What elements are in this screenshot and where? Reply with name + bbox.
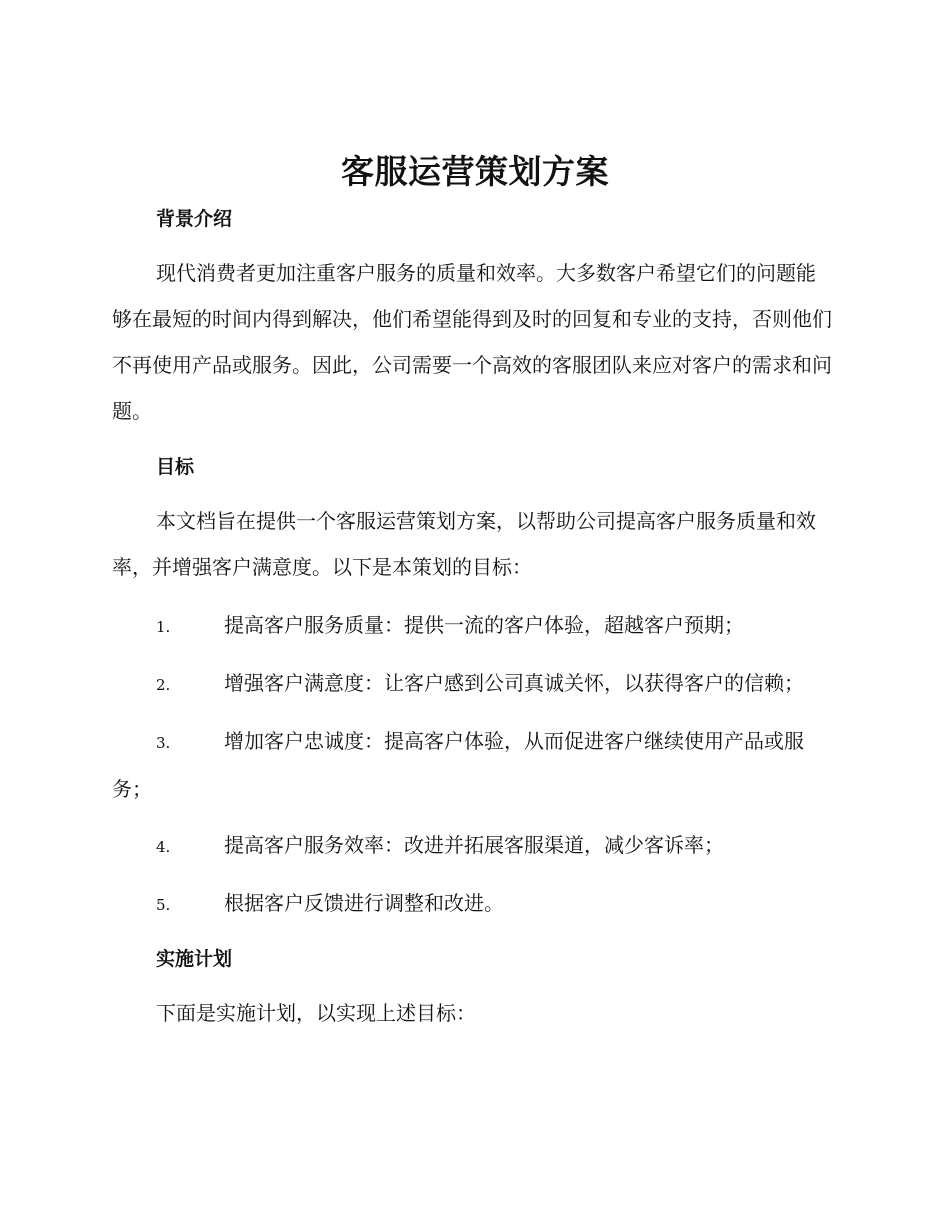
list-item-text: 增加客户忠诚度：提高客户体验，从而促进客户继续使用产品或服务；: [112, 729, 804, 801]
list-item: [112, 718, 834, 812]
section-heading-goals: 目标: [156, 456, 195, 478]
section-paragraph-goals: 本文档旨在提供一个客服运营策划方案，以帮助公司提高客户服务质量和效率，并增强客户满意度。以下是本策划的目标：: [112, 509, 816, 579]
goals-list: [112, 602, 834, 928]
section-heading-implementation: 实施计划: [156, 948, 233, 970]
list-item-text: 提高客户服务效率：改进并拓展客服渠道，减少客诉率；: [224, 833, 724, 857]
list-item-number: 3.: [156, 734, 171, 752]
list-item-number: 4.: [156, 838, 171, 856]
list-item: [112, 880, 834, 928]
section-paragraph-implementation: 下面是实施计划，以实现上述目标：: [156, 1001, 476, 1025]
section-heading-background: 背景介绍: [156, 208, 233, 230]
list-item: [112, 602, 834, 650]
document-body: [112, 200, 834, 1036]
document-title: 客服运营策划方案: [341, 152, 609, 191]
list-item-text: 根据客户反馈进行调整和改进。: [224, 891, 504, 915]
list-item-text: 提高客户服务质量：提供一流的客户体验，超越客户预期；: [224, 613, 744, 637]
list-item-number: 1.: [156, 618, 171, 636]
list-item: [112, 822, 834, 870]
list-item: [112, 660, 834, 708]
section-paragraph-background: 现代消费者更加注重客户服务的质量和效率。大多数客户希望它们的问题能够在最短的时间内得到解决，他们希望能得到及时的回复和专业的支持，否则他们不再使用产品或服务。因此，公司需要一个高效的客服团队来应对客户的需求和问题。: [112, 261, 832, 423]
list-item-number: 5.: [156, 896, 171, 914]
list-item-text: 增强客户满意度：让客户感到公司真诚关怀，以获得客户的信赖；: [224, 671, 804, 695]
list-item-number: 2.: [156, 676, 171, 694]
